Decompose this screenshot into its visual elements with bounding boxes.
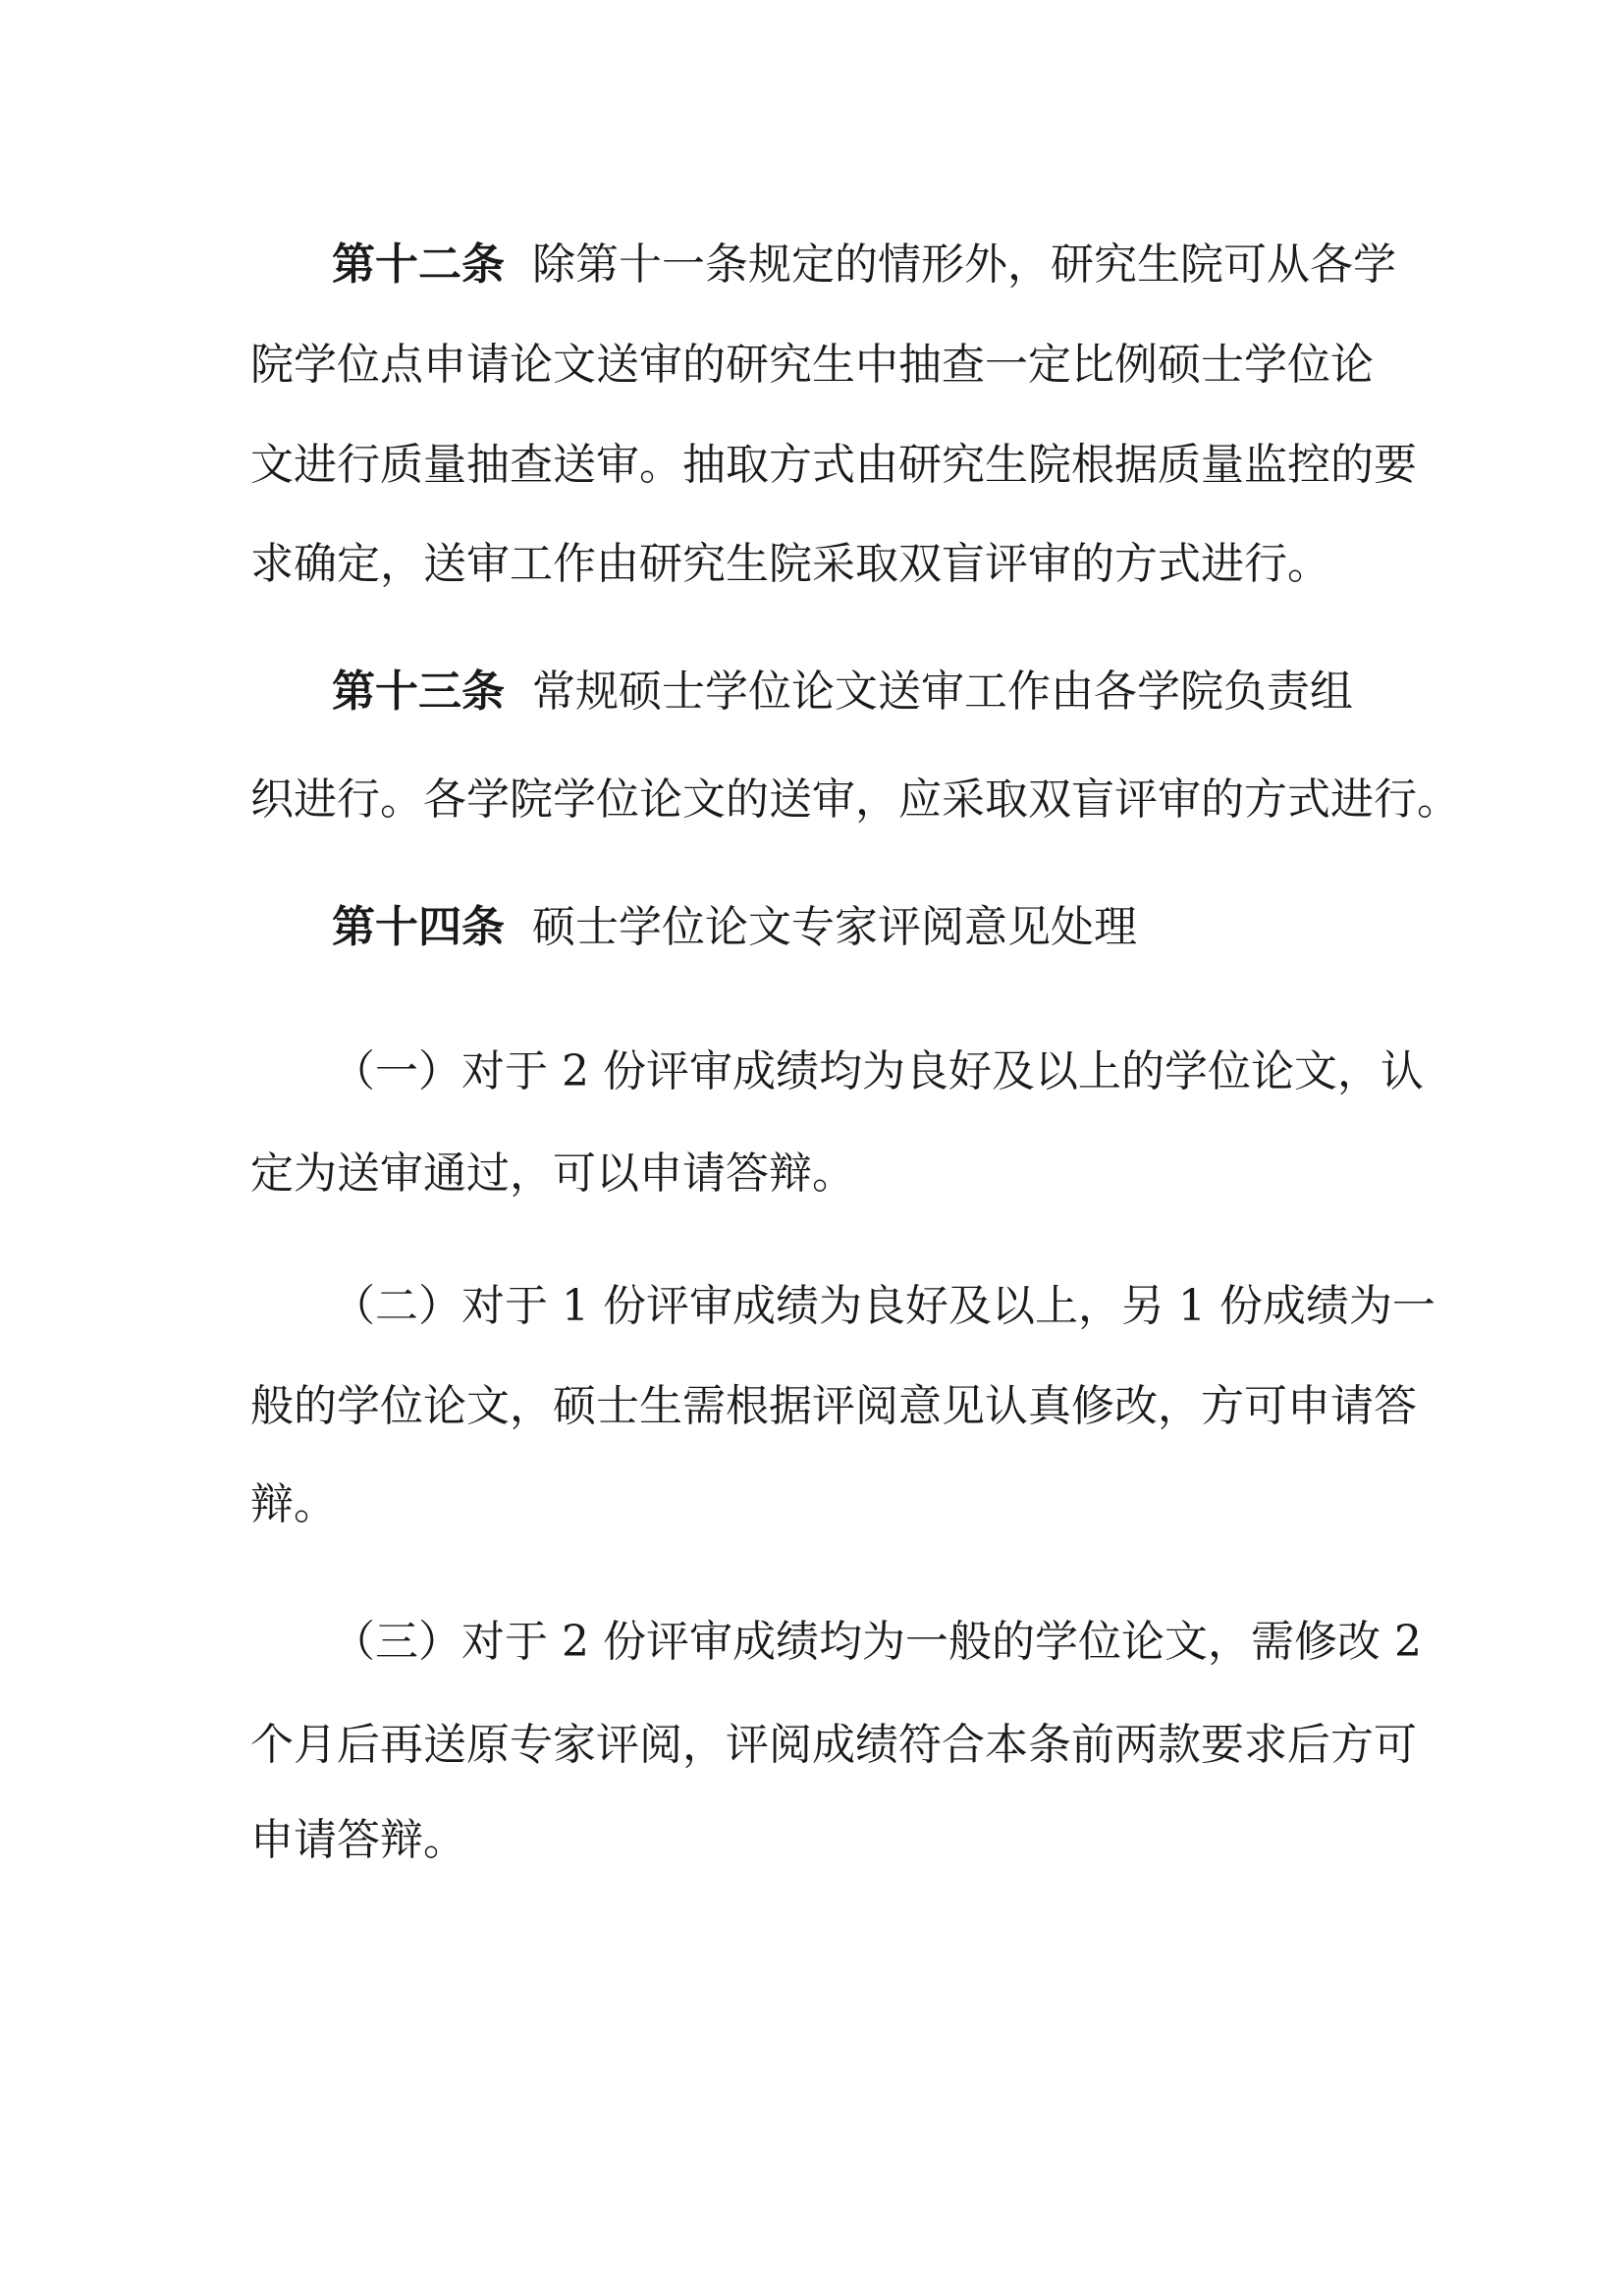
article-13-line-1: [332, 665, 1353, 720]
article-13-line-2: 织进行。各学院学位论文的送审，应采取双盲评审的方式进行。: [250, 774, 1460, 825]
article-13-text: 常规硕士学位论文送审工作由各学院负责组: [532, 667, 1353, 717]
article-14-line-1: [332, 900, 1137, 955]
article-12-line-2: 院学位点申请论文送审的研究生中抽查一定比例硕士学位论: [250, 340, 1374, 390]
article-12-heading: 第十二条: [332, 240, 505, 290]
article-14-text: 硕士学位论文专家评阅意见处理: [532, 902, 1137, 952]
article-12-line-4: 求确定，送审工作由研究生院采取双盲评审的方式进行。: [250, 539, 1330, 589]
article-12-text: 除第十一条规定的情形外，研究生院可从各学: [532, 240, 1396, 290]
item-3-line-2: 个月后再送原专家评阅，评阅成绩符合本条前两款要求后方可: [250, 1720, 1417, 1770]
item-3-line-3: 申请答辩。: [250, 1815, 466, 1865]
item-2-line-1: （二）对于 1 份评审成绩为良好及以上，另 1 份成绩为一: [332, 1281, 1435, 1331]
article-12-line-1: [332, 238, 1396, 293]
item-3-line-1: （三）对于 2 份评审成绩均为一般的学位论文，需修改 2: [332, 1617, 1422, 1667]
article-12-line-3: 文进行质量抽查送审。抽取方式由研究生院根据质量监控的要: [250, 440, 1417, 490]
item-2-line-3: 辩。: [250, 1479, 337, 1529]
item-2-line-2: 般的学位论文，硕士生需根据评阅意见认真修改，方可申请答: [250, 1381, 1417, 1431]
article-13-heading: 第十三条: [332, 667, 505, 717]
item-1-line-1: （一）对于 2 份评审成绩均为良好及以上的学位论文，认: [332, 1046, 1424, 1096]
article-14-heading: 第十四条: [332, 902, 505, 952]
item-1-line-2: 定为送审通过，可以申请答辩。: [250, 1148, 855, 1199]
